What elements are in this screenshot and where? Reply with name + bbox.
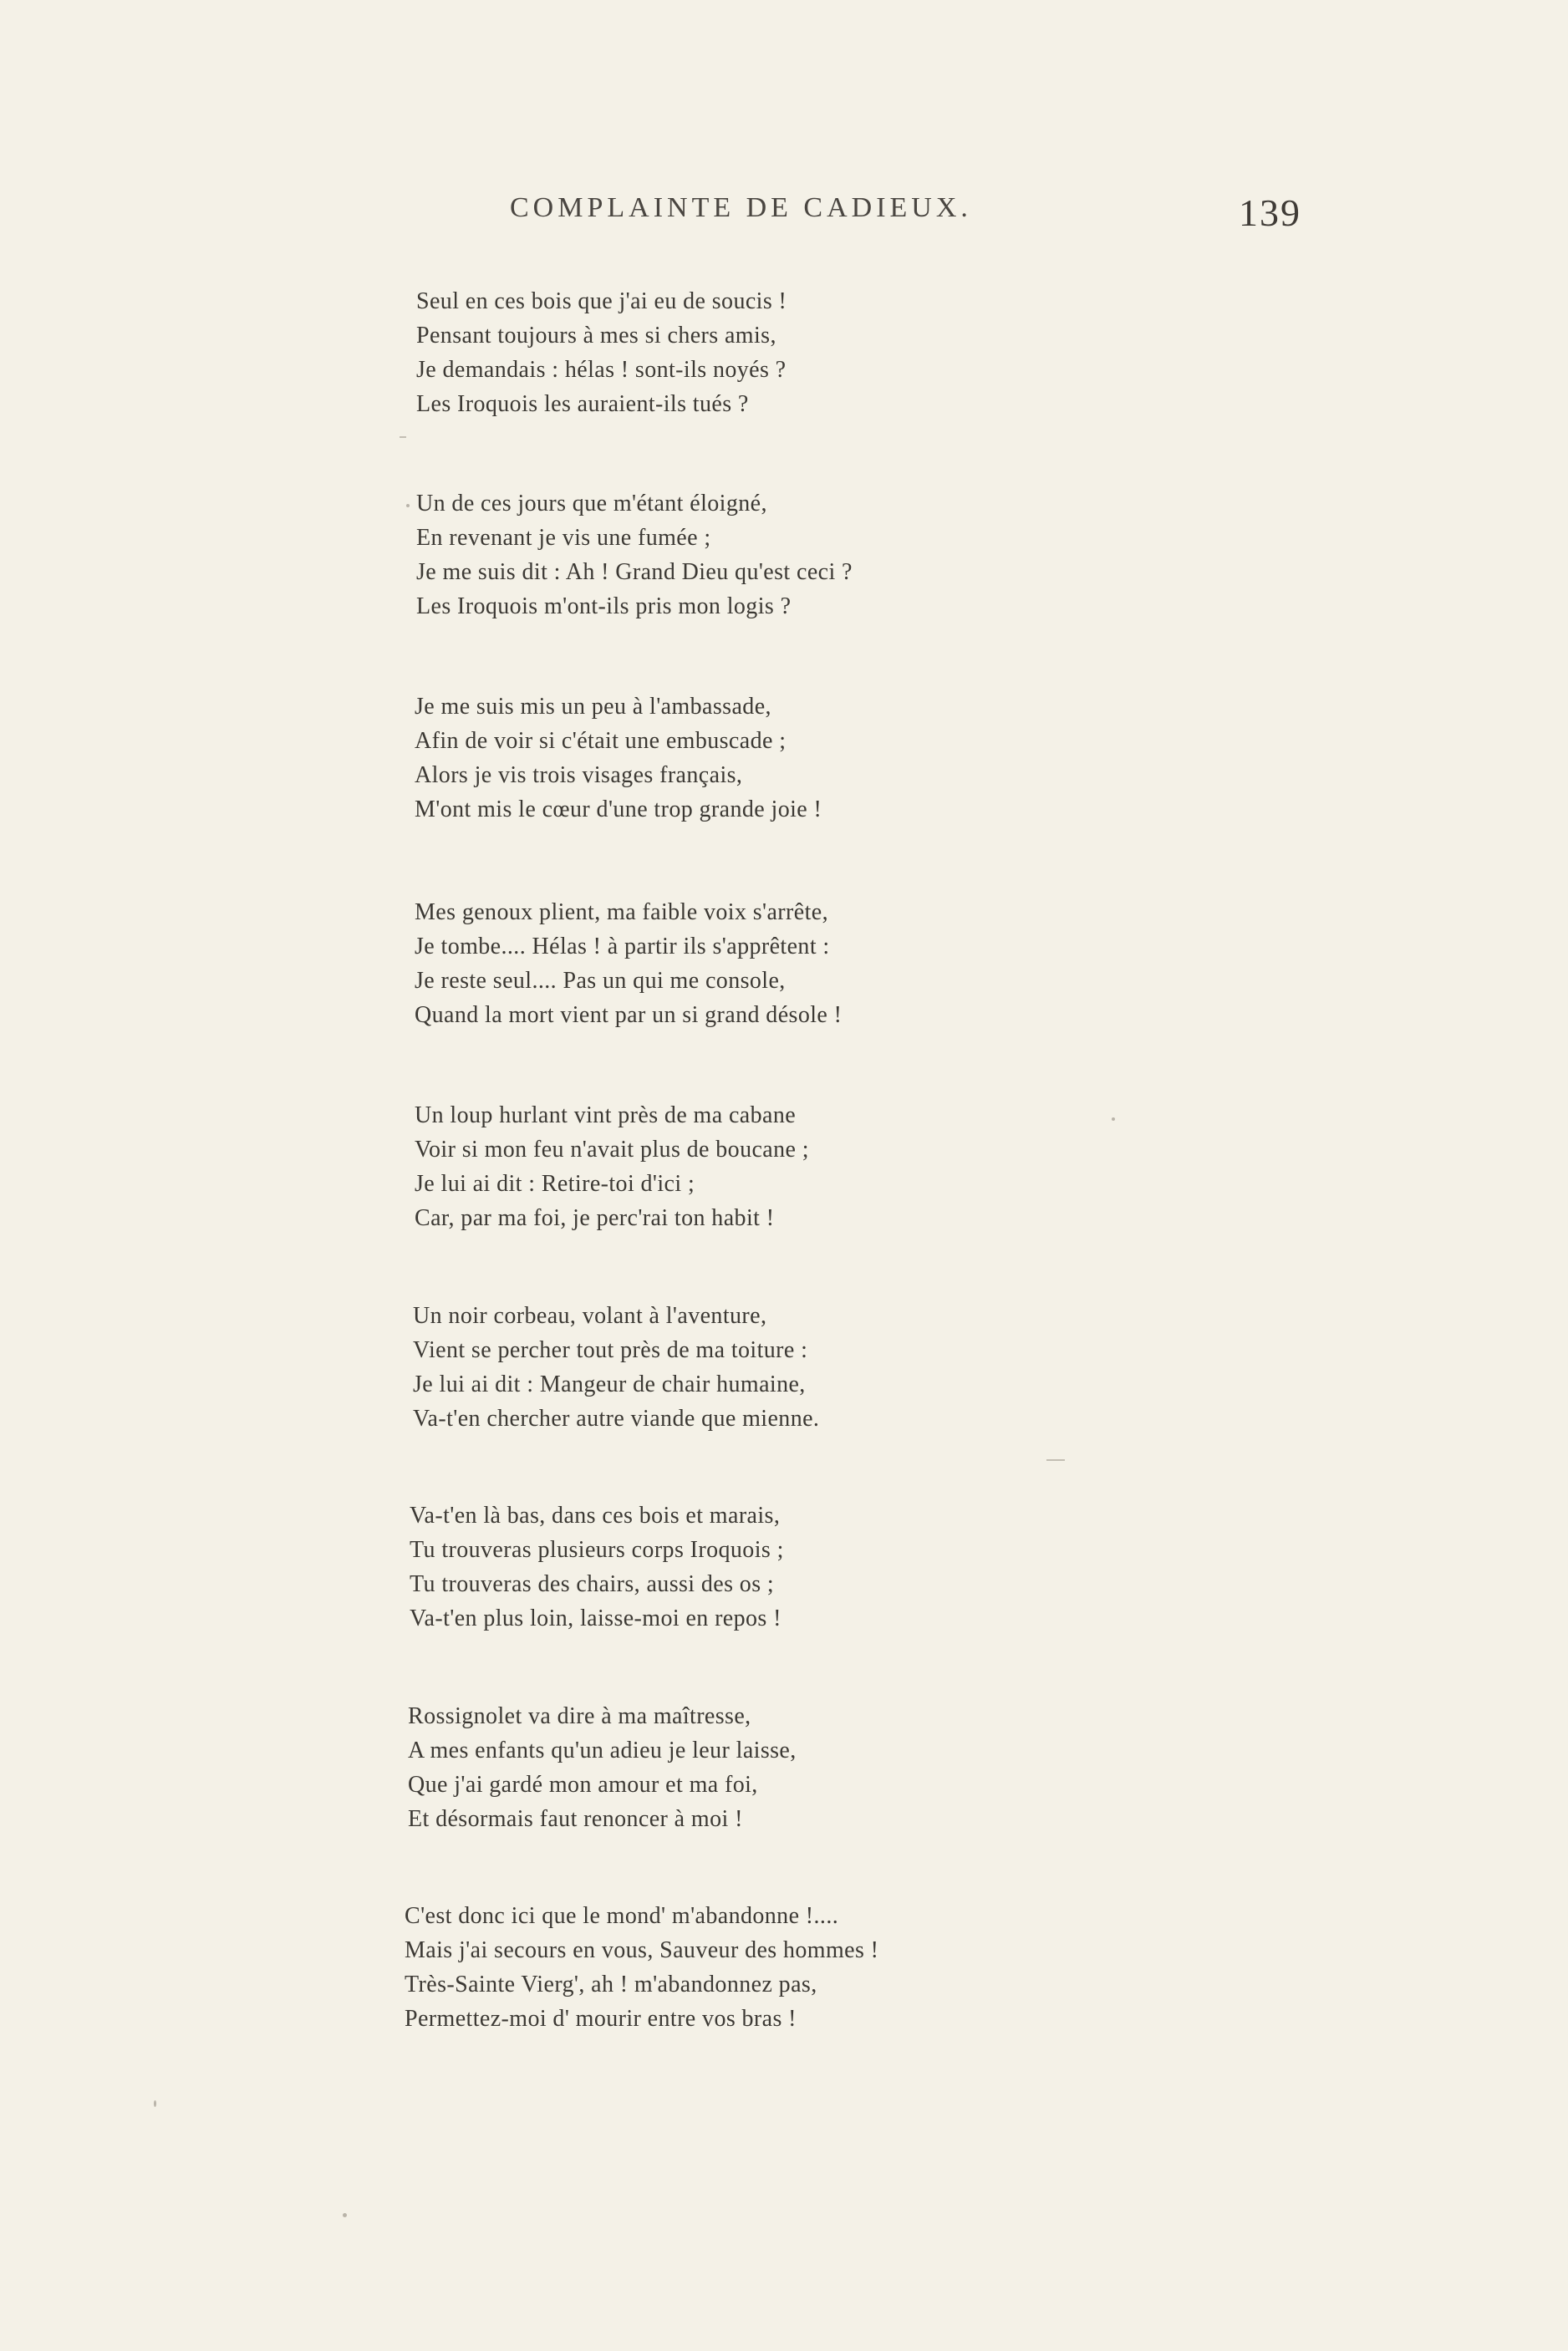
verse-line: Quand la mort vient par un si grand désole ! <box>415 1002 843 1028</box>
verse-line: Seul en ces bois que j'ai eu de soucis ! <box>416 288 787 314</box>
stanza-3 <box>415 690 1050 827</box>
verse-line: Pensant toujours à mes si chers amis, <box>416 323 776 349</box>
verse-line: Mais j'ai secours en vous, Sauveur des hommes ! <box>405 1937 879 1963</box>
verse-line: Je lui ai dit : Mangeur de chair humaine, <box>413 1371 806 1397</box>
verse-line: M'ont mis le cœur d'une trop grande joie ! <box>415 796 822 822</box>
verse-line: Va-t'en plus loin, laisse-moi en repos ! <box>410 1605 781 1631</box>
verse-line: Rossignolet va dire à ma maîtresse, <box>408 1703 751 1729</box>
verse-line: Mes genoux plient, ma faible voix s'arrête, <box>415 899 828 925</box>
paper-speck <box>343 2213 347 2217</box>
verse-line: Je reste seul.... Pas un qui me console, <box>415 968 786 994</box>
verse-line: Permettez-moi d' mourir entre vos bras ! <box>405 2006 797 2032</box>
verse-line: Va-t'en là bas, dans ces bois et marais, <box>410 1503 781 1529</box>
verse-line: Les Iroquois les auraient-ils tués ? <box>416 391 749 417</box>
verse-line: Que j'ai gardé mon amour et ma foi, <box>408 1772 758 1798</box>
stanza-1 <box>416 284 1051 421</box>
paper-speck <box>406 504 410 507</box>
verse-line: Les Iroquois m'ont-ils pris mon logis ? <box>416 593 792 619</box>
verse-line: Je me suis mis un peu à l'ambassade, <box>415 694 771 720</box>
verse-line: Je lui ai dit : Retire-toi d'ici ; <box>415 1171 695 1197</box>
verse-line: Tu trouveras plusieurs corps Iroquois ; <box>410 1537 784 1563</box>
stanza-9 <box>405 1899 1040 2036</box>
stanza-2 <box>416 486 1051 623</box>
stanza-6 <box>413 1299 1048 1436</box>
stanza-5 <box>415 1098 1050 1235</box>
verse-line: A mes enfants qu'un adieu je leur laisse, <box>408 1738 797 1763</box>
verse-line: Je me suis dit : Ah ! Grand Dieu qu'est ceci ? <box>416 559 853 585</box>
paper-speck <box>154 2100 156 2107</box>
verse-line: Car, par ma foi, je perc'rai ton habit ! <box>415 1205 775 1231</box>
verse-line: Un loup hurlant vint près de ma cabane <box>415 1102 797 1128</box>
verse-line: Je demandais : hélas ! sont-ils noyés ? <box>416 357 787 383</box>
verse-line: Va-t'en chercher autre viande que mienne. <box>413 1406 820 1432</box>
verse-line: C'est donc ici que le mond' m'abandonne !.... <box>405 1903 839 1929</box>
paper-speck <box>1112 1117 1115 1121</box>
verse-line: Un de ces jours que m'étant éloigné, <box>416 491 767 517</box>
stanza-8 <box>408 1699 1043 1836</box>
verse-line: Un noir corbeau, volant à l'aventure, <box>413 1303 767 1329</box>
paper-mark <box>400 436 406 438</box>
verse-line: Alors je vis trois visages français, <box>415 762 743 788</box>
paper-mark <box>1046 1459 1065 1461</box>
verse-line: En revenant je vis une fumée ; <box>416 525 711 551</box>
stanza-4 <box>415 895 1050 1032</box>
verse-line: Et désormais faut renoncer à moi ! <box>408 1806 743 1832</box>
running-title: COMPLAINTE DE CADIEUX. <box>510 192 972 223</box>
page-number: 139 <box>1239 191 1301 234</box>
verse-line: Tu trouveras des chairs, aussi des os ; <box>410 1571 775 1597</box>
verse-line: Afin de voir si c'était une embuscade ; <box>415 728 787 754</box>
verse-line: Voir si mon feu n'avait plus de boucane ; <box>415 1137 809 1163</box>
verse-line: Très-Sainte Vierg', ah ! m'abandonnez pas, <box>405 1972 817 1997</box>
verse-line: Vient se percher tout près de ma toiture : <box>413 1337 808 1363</box>
verse-line: Je tombe.... Hélas ! à partir ils s'apprêtent : <box>415 934 830 959</box>
stanza-7 <box>410 1499 1045 1636</box>
